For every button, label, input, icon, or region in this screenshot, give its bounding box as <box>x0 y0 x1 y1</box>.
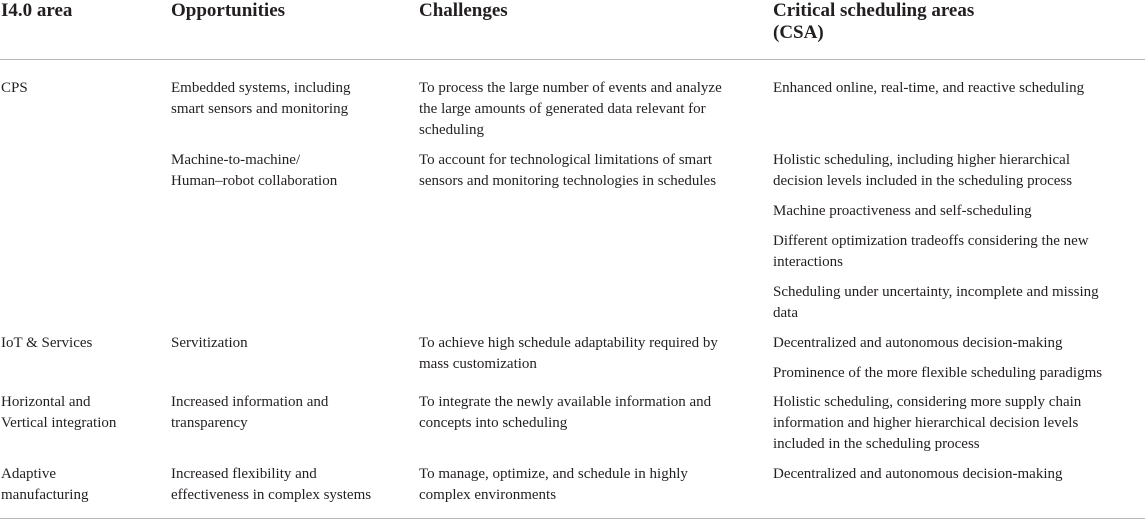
cell-line: To account for technological limitations of smart <box>419 152 713 168</box>
header-challenges: Challenges <box>419 0 508 21</box>
cps-csa-1 <box>773 78 1084 99</box>
cell-line: Human–robot collaboration <box>171 173 338 189</box>
table-bottom-rule <box>0 518 1145 519</box>
cell-line: complex environments <box>419 487 557 503</box>
am-csa <box>773 464 1063 485</box>
cell-line: interactions <box>773 254 843 270</box>
header-csa-line: Critical scheduling areas <box>773 0 975 21</box>
cps-csa-5 <box>773 282 1099 324</box>
iot-challenge <box>419 333 718 375</box>
cell-line: To achieve high schedule adaptability required by <box>419 335 718 351</box>
cps-challenge-2 <box>419 150 716 192</box>
cell-line: Different optimization tradeoffs considering the new <box>773 233 1089 249</box>
cell-line: Enhanced online, real-time, and reactive scheduling <box>773 80 1085 96</box>
cell-line: Adaptive <box>1 466 56 482</box>
iot-opportunity <box>171 333 248 354</box>
header-opportunities: Opportunities <box>171 0 286 21</box>
cell-line: transparency <box>171 415 248 431</box>
cps-csa-2 <box>773 150 1072 192</box>
header-divider <box>0 59 1145 60</box>
iot-csa-2 <box>773 363 1102 384</box>
cell-line: included in the scheduling process <box>773 436 980 452</box>
am-area <box>1 464 88 506</box>
cell-line: decision levels included in the scheduling process <box>773 173 1073 189</box>
am-opportunity <box>171 464 371 506</box>
cell-line: Machine-to-machine/ <box>171 152 301 168</box>
cell-line: sensors and monitoring technologies in schedules <box>419 173 717 189</box>
cell-line: Prominence of the more flexible scheduling paradigms <box>773 365 1103 381</box>
cell-line: scheduling <box>419 122 484 138</box>
cell-line: Vertical integration <box>1 415 117 431</box>
cell-line: Holistic scheduling, including higher hierarchical <box>773 152 1070 168</box>
cps-area: CPS <box>1 80 28 96</box>
cell-line: the large amounts of generated data relevant for <box>419 101 706 117</box>
cell-line: smart sensors and monitoring <box>171 101 349 117</box>
cell-line: Scheduling under uncertainty, incomplete and missing <box>773 284 1099 300</box>
cell-line: Decentralized and autonomous decision-making <box>773 335 1063 351</box>
cell-line: Horizontal and <box>1 394 91 410</box>
cps-csa-4 <box>773 231 1089 273</box>
header-csa <box>773 0 974 44</box>
cell-line: Machine proactiveness and self-scheduling <box>773 203 1032 219</box>
cell-line: effectiveness in complex systems <box>171 487 372 503</box>
cell-line: Increased flexibility and <box>171 466 317 482</box>
cell-line: mass customization <box>419 356 537 372</box>
cps-opportunity-1 <box>171 78 351 120</box>
hvi-opportunity <box>171 392 328 434</box>
cell-line: Increased information and <box>171 394 329 410</box>
cell-line: To manage, optimize, and schedule in highly <box>419 466 688 482</box>
cell-line: concepts into scheduling <box>419 415 568 431</box>
hvi-challenge <box>419 392 711 434</box>
iot-area: IoT & Services <box>1 335 93 351</box>
cell-line: Embedded systems, including <box>171 80 351 96</box>
cell-line: Holistic scheduling, considering more supply chain <box>773 394 1082 410</box>
hvi-csa <box>773 392 1081 455</box>
hvi-area <box>1 392 116 434</box>
cell-line: manufacturing <box>1 487 89 503</box>
cps-csa-3 <box>773 201 1032 222</box>
cell-line: Decentralized and autonomous decision-making <box>773 466 1063 482</box>
cell-line: Servitization <box>171 335 248 351</box>
cell-line: To integrate the newly available information and <box>419 394 712 410</box>
cps-opportunity-2 <box>171 150 337 192</box>
cell-line: To process the large number of events and analyze <box>419 80 722 96</box>
header-i40-area: I4.0 area <box>1 0 73 21</box>
header-csa-line: (CSA) <box>773 22 824 43</box>
cell-line: data <box>773 305 798 321</box>
iot-csa-1 <box>773 333 1063 354</box>
cell-line: information and higher hierarchical decision levels <box>773 415 1079 431</box>
cps-challenge-1 <box>419 78 722 141</box>
am-challenge <box>419 464 688 506</box>
